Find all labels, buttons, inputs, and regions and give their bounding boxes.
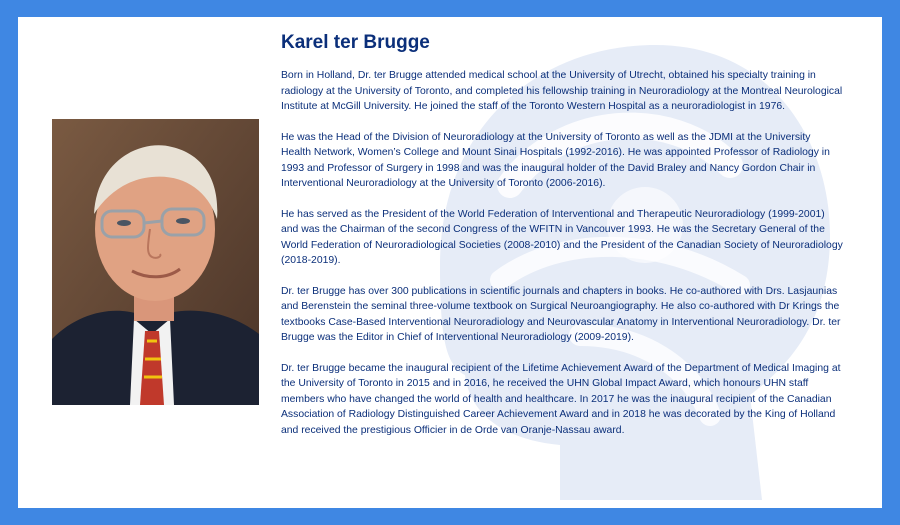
bio-content — [281, 31, 843, 453]
portrait-photo — [52, 119, 259, 405]
bio-paragraph-3: He has served as the President of the World Federation of Interventional and Therapeutic Neuroradiology (1999-2001) and was the Chairman of the second Congress of the WFITN in Vancouver 1993. He was the Secretary General of the World Federation of Neuroradiological Societies (2008-2010) and the President of the Canadian Society of Neuroradiology (2018-2019). — [281, 208, 843, 266]
person-name: Karel ter Brugge — [281, 32, 430, 53]
bio-paragraph-2: He was the Head of the Division of Neuroradiology at the University of Toronto as well as the JDMI at the University Health Network, Women’s College and Mount Sinai Hospitals (1992-2016). He was appointed Professor of Radiology in 1993 and Professor of Surgery in 1998 and was the inaugural holder of the David Braley and Nancy Gordon Chair in Interventional Neuroradiology at the University of Toronto (2006-2016). — [281, 131, 830, 189]
bio-paragraph-4: Dr. ter Brugge has over 300 publications in scientific journals and chapters in books. He co-authored with Drs. Lasjaunias and Berenstein the seminal three-volume textbook on Surgical Neuroangiography. He also co-authored with Dr Krings the textbooks Case-Based Interventional Neuroradiology and Neurovascular Anatomy in Interventional Neuroradiology. Dr. ter Brugge was the Editor in Chief of Interventional Neuroradiology (2009-2019). — [281, 285, 841, 343]
bio-paragraph-5: Dr. ter Brugge became the inaugural recipient of the Lifetime Achievement Award of the Department of Medical Imaging at the University of Toronto in 2015 and in 2016, he received the UHN Global Impact Award, which honours UHN staff members who have changed the world of health and healthcare. In 2017 he was the inaugural recipient of the Canadian Association of Radiology Distinguished Career Achievement Award and in 2018 he was decorated by the King of Holland and received the prestigious Officier in de Orde van Oranje-Nassau award. — [281, 362, 841, 436]
bio-paragraph-1: Born in Holland, Dr. ter Brugge attended medical school at the University of Utrecht, obtained his specialty training in radiology at the University of Toronto, and completed his fellowship training in Neuroradiology at the Montreal Neurological Institute at McGill University. He joined the staff of the Toronto Western Hospital as a neuroradiologist in 1976. — [281, 70, 843, 112]
profile-card — [18, 17, 882, 508]
